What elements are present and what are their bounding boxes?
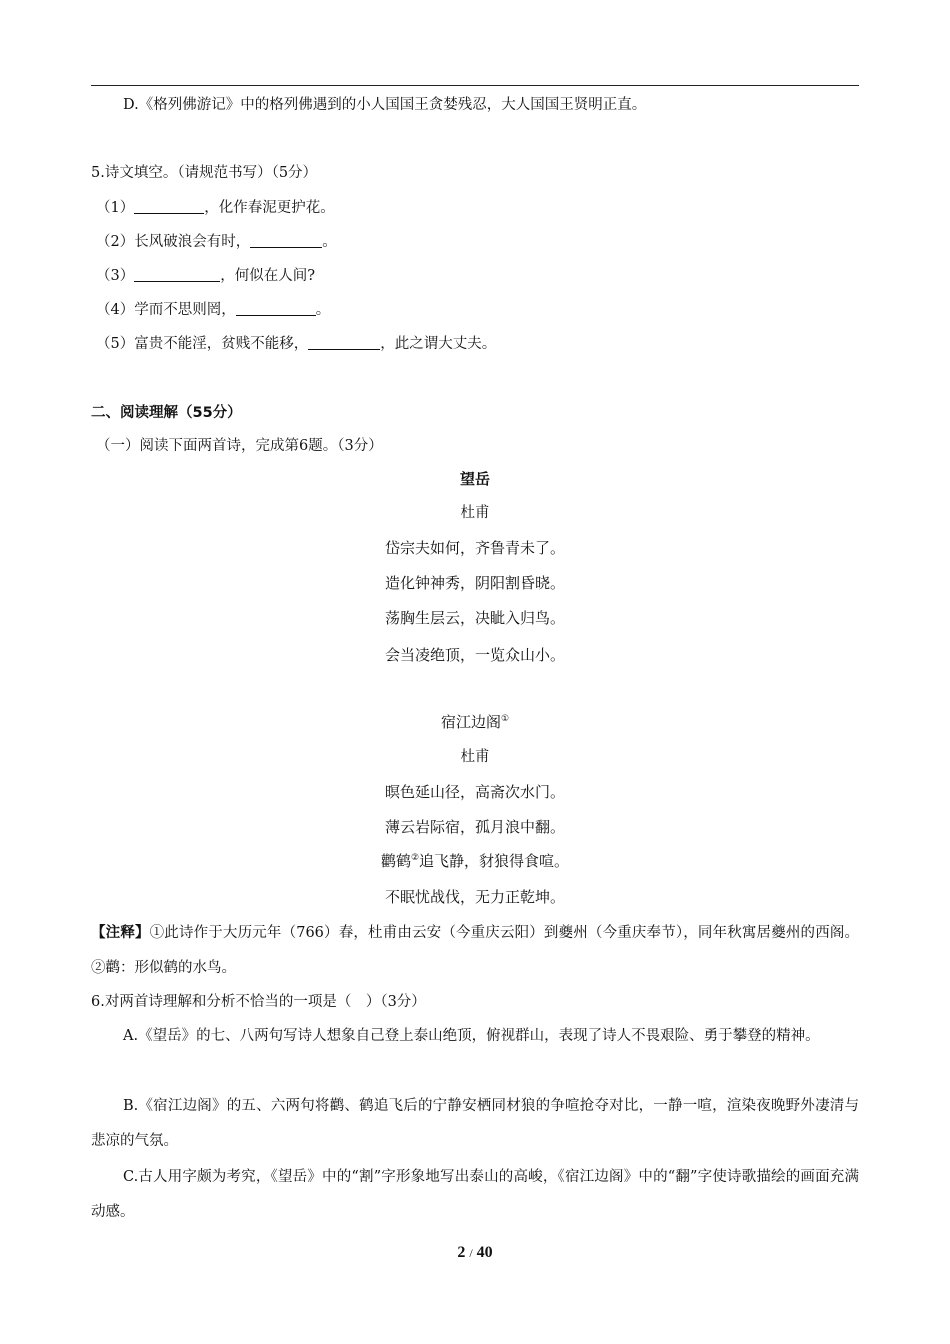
poem-2-line-3-start: 鹳鹤 — [380, 852, 411, 870]
fill-item-1-suffix: ，化作春泥更护花。 — [204, 200, 335, 216]
poem-1-title: 望岳 — [459, 470, 490, 488]
fill-item-2-suffix: 。 — [322, 234, 337, 250]
poem-1-line-2: 造化钟神秀，阴阳割昏晓。 — [384, 574, 565, 592]
fill-item-2 — [96, 232, 337, 252]
annotation — [91, 915, 859, 986]
fill-blank-5[interactable] — [308, 335, 380, 350]
poem-2-line-2: 薄云岩际宿，孤月浪中翻。 — [384, 818, 565, 836]
page-total: 40 — [476, 1244, 493, 1261]
fill-item-5 — [96, 334, 496, 354]
poem-2-title-text: 宿江边阁 — [440, 713, 501, 731]
fill-item-4 — [96, 300, 330, 320]
fill-item-1-prefix: （1） — [96, 200, 135, 216]
fill-item-1 — [96, 198, 335, 218]
fill-item-3-prefix: （3） — [96, 268, 135, 284]
poem-1-line-4: 会当凌绝顶，一览众山小。 — [384, 646, 565, 664]
page-number — [0, 1244, 950, 1262]
page-separator: / — [469, 1246, 473, 1260]
poem-1-line-3: 荡胸生层云，决眦入归鸟。 — [384, 609, 565, 627]
poem-2-line-1: 暝色延山径，高斋次水门。 — [384, 783, 565, 801]
fill-blank-3[interactable] — [134, 267, 220, 282]
page-current: 2 — [457, 1244, 466, 1261]
option-c: C.古人用字颇为考究，《望岳》中的“割”字形象地写出泰山的高峻，《宿江边阁》中的“翻”字使诗歌描绘的画面充满动感。 — [91, 1169, 859, 1220]
poem-1-author: 杜甫 — [460, 505, 490, 521]
question-6-title: 6.对两首诗理解和分析不恰当的一项是（ ）（3分） — [91, 994, 426, 1010]
fill-item-5-prefix: （5）富贵不能淫，贫贱不能移， — [96, 336, 309, 352]
note-mark-2: ② — [410, 853, 420, 863]
note-mark-1: ① — [500, 714, 510, 724]
fill-item-3-suffix: ，何似在人间? — [220, 268, 316, 284]
poem-2-line-3-end: 追飞静，豺狼得食喧。 — [419, 852, 570, 870]
fill-item-2-prefix: （2）长风破浪会有时， — [96, 234, 251, 250]
option-b: B.《宿江边阁》的五、六两句将鹳、鹤追飞后的宁静安栖同材狼的争喧抢夺对比，一静一喧，渲染夜晚野外凄清与悲凉的气氛。 — [91, 1098, 859, 1149]
poem-2-line-3 — [91, 851, 859, 871]
option-a: A.《望岳》的七、八两句写诗人想象自己登上泰山绝顶，俯视群山，表现了诗人不畏艰险、勇于攀登的精神。 — [123, 1028, 820, 1044]
question-5-title: 5.诗文填空。（请规范书写）（5分） — [91, 165, 318, 181]
poem-2-line-4: 不眠忧战伐，无力正乾坤。 — [384, 888, 565, 906]
annotation-label: 【注释】 — [91, 924, 150, 941]
header-rule — [91, 85, 859, 86]
fill-item-4-prefix: （4）学而不思则罔， — [96, 302, 236, 318]
poem-2-author: 杜甫 — [460, 749, 490, 765]
poem-1-line-1: 岱宗夫如何，齐鲁青未了。 — [384, 539, 565, 557]
annotation-text: ①此诗作于大历元年（766）春，杜甫由云安（今重庆云阳）到夔州（今重庆奉节），同年秋寓居夔州的西阁。②鹳：形似鹤的水鸟。 — [91, 925, 860, 976]
section-2-title: 二、阅读理解（55分） — [91, 405, 242, 421]
option-d-previous: D.《格列佛游记》中的格列佛遇到的小人国国王贪婪残忍，大人国国王贤明正直。 — [123, 97, 647, 113]
fill-blank-1[interactable] — [134, 199, 204, 214]
section-2-part-1: （一）阅读下面两首诗，完成第6题。（3分） — [96, 438, 383, 454]
fill-item-5-suffix: ，此之谓大丈夫。 — [380, 336, 497, 352]
poem-2-title — [91, 712, 859, 732]
fill-item-3 — [96, 266, 315, 286]
fill-item-4-suffix: 。 — [315, 302, 331, 318]
fill-blank-2[interactable] — [250, 233, 322, 248]
fill-blank-4[interactable] — [236, 301, 316, 316]
